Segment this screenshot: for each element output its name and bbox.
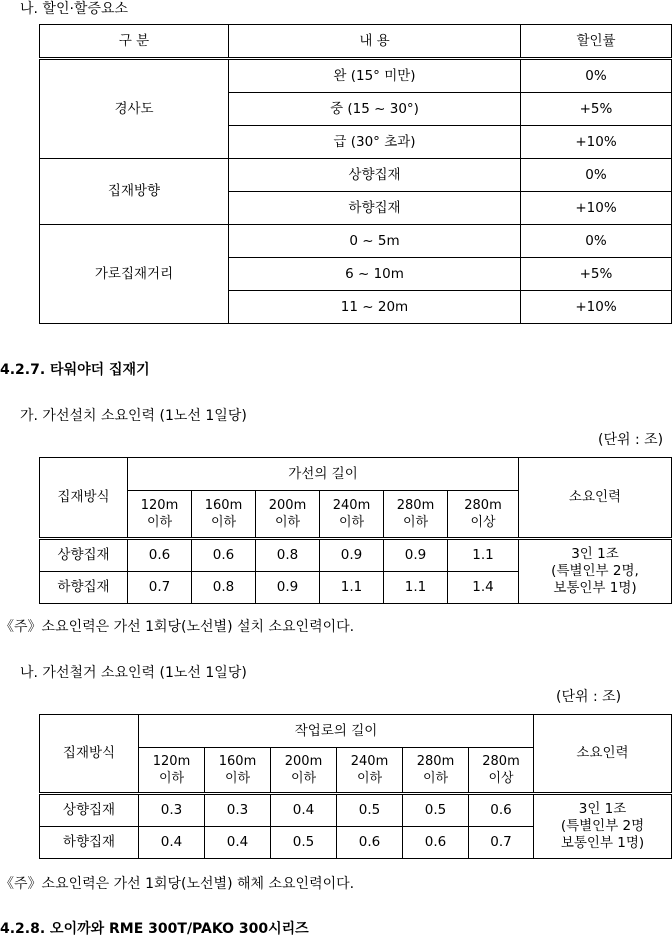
value-cell: 0.4 — [139, 827, 205, 859]
section-title-install: 가. 가선설치 소요인력 (1노선 1일당) — [20, 408, 247, 424]
value-cell: 0.7 — [128, 572, 192, 604]
row-name-uphill: 상향집재 — [40, 794, 139, 827]
value-cell: 0.9 — [384, 539, 448, 572]
cell-content: 상향집재 — [229, 159, 521, 192]
length-qualifier: 이하 — [146, 515, 173, 530]
length-qualifier: 이하 — [356, 771, 383, 786]
length-value: 280m — [464, 498, 502, 513]
length-col — [128, 491, 192, 539]
length-qualifier: 이하 — [224, 771, 251, 786]
length-value: 200m — [268, 498, 307, 513]
length-qualifier: 이하 — [338, 515, 365, 530]
discount-table — [39, 24, 672, 324]
header-method: 집재방식 — [40, 715, 139, 794]
labor-line: 3인 1조 — [578, 801, 627, 817]
value-cell: 1.4 — [448, 572, 519, 604]
value-cell: 0.6 — [403, 827, 469, 859]
length-qualifier: 이하 — [290, 771, 317, 786]
length-col — [256, 491, 320, 539]
header-labor: 소요인력 — [534, 715, 672, 794]
cell-rate: +10% — [521, 192, 672, 225]
cell-rate: 0% — [521, 59, 672, 93]
length-col — [192, 491, 256, 539]
length-col — [205, 748, 271, 794]
cell-content: 완 (15° 미만) — [229, 59, 521, 93]
length-qualifier: 이하 — [422, 771, 449, 786]
value-cell: 1.1 — [320, 572, 384, 604]
removal-labor-table — [39, 714, 672, 859]
labor-line: 3인 1조 — [571, 546, 619, 562]
labor-cell — [519, 539, 672, 604]
value-cell: 0.5 — [403, 794, 469, 827]
value-cell: 0.3 — [139, 794, 205, 827]
group-direction: 집재방향 — [40, 159, 229, 225]
length-qualifier: 이하 — [274, 515, 301, 530]
value-cell: 0.5 — [271, 827, 337, 859]
length-col — [139, 748, 205, 794]
group-slope: 경사도 — [40, 59, 229, 159]
header-content: 내 용 — [229, 25, 521, 59]
labor-line: 보통인부 1명) — [553, 580, 637, 596]
cell-rate: +5% — [521, 93, 672, 126]
heading-4-2-8: 4.2.8. 오이까와 RME 300T/PAKO 300시리즈 — [0, 921, 309, 937]
length-value: 160m — [204, 498, 243, 513]
unit-label: (단위 : 조) — [598, 432, 664, 448]
value-cell: 0.4 — [271, 794, 337, 827]
labor-line: 보통인부 1명) — [560, 835, 645, 851]
section-title-discount: 나. 할인·할증요소 — [20, 1, 129, 17]
heading-4-2-7: 4.2.7. 타워야더 집재기 — [0, 362, 150, 378]
cell-content: 11 ~ 20m — [229, 291, 521, 324]
cell-content: 6 ~ 10m — [229, 258, 521, 291]
length-col — [271, 748, 337, 794]
row-name-downhill: 하향집재 — [40, 572, 128, 604]
value-cell: 0.6 — [192, 539, 256, 572]
install-labor-table — [39, 457, 672, 604]
cell-content: 중 (15 ~ 30°) — [229, 93, 521, 126]
row-name-uphill: 상향집재 — [40, 539, 128, 572]
length-qualifier: 이하 — [402, 515, 429, 530]
length-value: 280m — [396, 498, 435, 513]
length-qualifier: 이하 — [158, 771, 185, 786]
value-cell: 0.6 — [337, 827, 403, 859]
length-value: 280m — [482, 754, 520, 769]
header-length: 가선의 길이 — [128, 458, 519, 491]
cell-rate: +10% — [521, 126, 672, 159]
length-col — [320, 491, 384, 539]
length-qualifier: 이상 — [470, 515, 496, 530]
value-cell: 0.8 — [192, 572, 256, 604]
length-col — [337, 748, 403, 794]
cell-rate: +5% — [521, 258, 672, 291]
labor-line: (특별인부 2명 — [560, 818, 645, 834]
length-value: 240m — [350, 754, 389, 769]
value-cell: 0.8 — [256, 539, 320, 572]
labor-cell — [534, 794, 672, 859]
length-value: 160m — [218, 754, 257, 769]
length-col — [448, 491, 519, 539]
value-cell: 0.6 — [128, 539, 192, 572]
cell-content: 급 (30° 초과) — [229, 126, 521, 159]
length-value: 240m — [332, 498, 371, 513]
header-rate: 할인률 — [521, 25, 672, 59]
value-cell: 0.5 — [337, 794, 403, 827]
value-cell: 0.9 — [320, 539, 384, 572]
length-qualifier: 이상 — [488, 771, 514, 786]
cell-rate: 0% — [521, 159, 672, 192]
length-col — [403, 748, 469, 794]
length-value: 200m — [284, 754, 323, 769]
cell-content: 하향집재 — [229, 192, 521, 225]
note-removal: 《주》소요인력은 가선 1회당(노선별) 해체 소요인력이다. — [0, 876, 355, 892]
note-install: 《주》소요인력은 가선 1회당(노선별) 설치 소요인력이다. — [0, 619, 355, 635]
header-category: 구 분 — [40, 25, 229, 59]
length-qualifier: 이하 — [210, 515, 237, 530]
labor-line: (특별인부 2명, — [551, 563, 639, 579]
value-cell: 1.1 — [384, 572, 448, 604]
value-cell: 0.4 — [205, 827, 271, 859]
cell-rate: 0% — [521, 225, 672, 258]
header-labor: 소요인력 — [519, 458, 672, 539]
unit-label: (단위 : 조) — [556, 689, 622, 705]
header-length: 작업로의 길이 — [139, 715, 534, 748]
value-cell: 0.3 — [205, 794, 271, 827]
length-value: 120m — [140, 498, 179, 513]
length-value: 120m — [152, 754, 191, 769]
value-cell: 1.1 — [448, 539, 519, 572]
cell-rate: +10% — [521, 291, 672, 324]
row-name-downhill: 하향집재 — [40, 827, 139, 859]
value-cell: 0.7 — [469, 827, 534, 859]
length-col — [469, 748, 534, 794]
header-method: 집재방식 — [40, 458, 128, 539]
section-title-removal: 나. 가선철거 소요인력 (1노선 1일당) — [20, 665, 247, 681]
length-value: 280m — [416, 754, 455, 769]
value-cell: 0.6 — [469, 794, 534, 827]
cell-content: 0 ~ 5m — [229, 225, 521, 258]
group-lateral-distance: 가로집재거리 — [40, 225, 229, 324]
length-col — [384, 491, 448, 539]
value-cell: 0.9 — [256, 572, 320, 604]
